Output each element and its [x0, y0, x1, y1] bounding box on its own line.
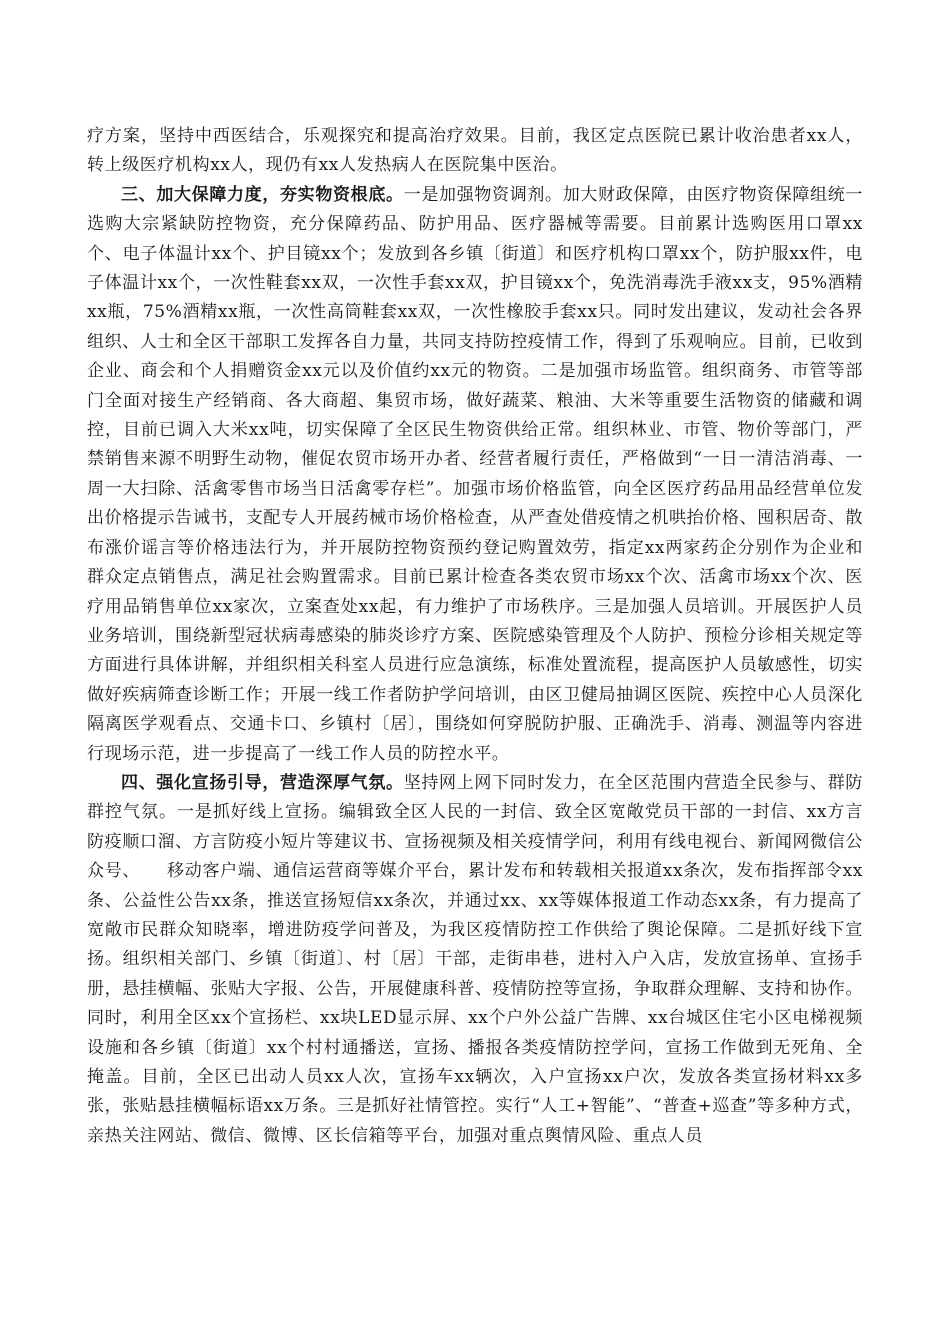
- paragraph-body: 疗方案，坚持中西医结合，乐观探究和提高治疗效果。目前，我区定点医院已累计收治患者xx人，转上级医疗机构xx人，现仍有xx人发热病人在医院集中医治。: [87, 126, 863, 176]
- section-heading: 四、强化宣扬引导，营造深厚气氛。: [121, 772, 404, 793]
- paragraph-body: 坚持网上网下同时发力，在全区范围内营造全民参与、群防群控气氛。一是抓好线上宣扬。编辑致全区人民的一封信、致全区宽敞党员干部的一封信、xx方言防疫顺口溜、方言防疫小短片等建议书、宣扬视频及相关疫情学问，利用有线电视台、新闻网微信公众号、 移动客户端、通信运营商等媒介平台，累计发布和转载相关报道xx条次，发布指挥部令xx条、公益性公告xx条，推送宣扬短信xx条次，并通过xx、xx等媒体报道工作动态xx条，有力提高了宽敞市民群众知晓率，增进防疫学问普及，为我区疫情防控工作供给了舆论保障。二是抓好线下宣扬。组织相关部门、乡镇〔街道〕、村〔居〕干部，走街串巷，进村入户入店，发放宣扬单、宣扬手册，悬挂横幅、张贴大字报、公告，开展健康科普、疫情防控等宣扬，争取群众理解、支持和协作。同时，利用全区xx个宣扬栏、xx块LED显示屏、xx个户外公益广告牌、xx台城区住宅小区电梯视频设施和各乡镇〔街道〕xx个村村通播送，宣扬、播报各类疫情防控学问，宣扬工作做到无死角、全掩盖。目前，全区已出动人员xx人次，宣扬车xx辆次，入户宣扬xx户次，发放各类宣扬材料xx多张，张贴悬挂横幅标语xx万条。三是抓好社情管控。实行“人工+智能”、“普查+巡查”等多种方式，亲热关注网站、微信、微博、区长信箱等平台，加强对重点舆情风险、重点人员: [87, 772, 863, 1146]
- paragraph-section-four: [87, 769, 863, 1151]
- paragraph-body: 一是加强物资调剂。加大财政保障，由医疗物资保障组统一选购大宗紧缺防控物资，充分保障药品、防护用品、医疗器械等需要。目前累计选购医用口罩xx个、电子体温计xx个、护目镜xx个；发放到各乡镇〔街道〕和医疗机构口罩xx个，防护服xx件，电子体温计xx个，一次性鞋套xx双，一次性手套xx双，护目镜xx个，免洗消毒洗手液xx支，95%酒精xx瓶，75%酒精xx瓶，一次性高筒鞋套xx双，一次性橡胶手套xx只。同时发出建议，发动社会各界组织、人士和全区干部职工发挥各自力量，共同支持防控疫情工作，得到了乐观响应。目前，已收到企业、商会和个人捐赠资金xx元以及价值约xx元的物资。二是加强市场监管。组织商务、市管等部门全面对接生产经销商、各大商超、集贸市场，做好蔬菜、粮油、大米等重要生活物资的储藏和调控，目前已调入大米xx吨，切实保障了全区民生物资供给正常。组织林业、市管、物价等部门，严禁销售来源不明野生动物，催促农贸市场开办者、经营者履行责任，严格做到“一日一清洁消毒、一周一大扫除、活禽零售市场当日活禽零存栏”。加强市场价格监管，向全区医疗药品用品经营单位发出价格提示告诫书，支配专人开展药械市场价格检查，从严查处借疫情之机哄抬价格、囤积居奇、散布涨价谣言等价格违法行为，并开展防控物资预约登记购置效劳，指定xx两家药企分别作为企业和群众定点销售点，满足社会购置需求。目前已累计检查各类农贸市场xx个次、活禽市场xx个次、医疗用品销售单位xx家次，立案查处xx起，有力维护了市场秩序。三是加强人员培训。开展医护人员业务培训，围绕新型冠状病毒感染的肺炎诊疗方案、医院感染管理及个人防护、预检分诊相关规定等方面进行具体讲解，并组织相关科室人员进行应急演练，标准处置流程，提高医护人员敏感性，切实做好疾病筛查诊断工作；开展一线工作者防护学问培训，由区卫健局抽调区医院、疾控中心人员深化隔离医学观看点、交通卡口、乡镇村〔居〕，围绕如何穿脱防护服、正确洗手、消毒、测温等内容进行现场示范，进一步提高了一线工作人员的防控水平。: [87, 184, 863, 764]
- paragraph-section-three: [87, 181, 863, 769]
- document-page: [87, 122, 863, 1151]
- section-heading: 三、加大保障力度，夯实物资根底。: [121, 184, 404, 205]
- paragraph-continuation: [87, 122, 863, 181]
